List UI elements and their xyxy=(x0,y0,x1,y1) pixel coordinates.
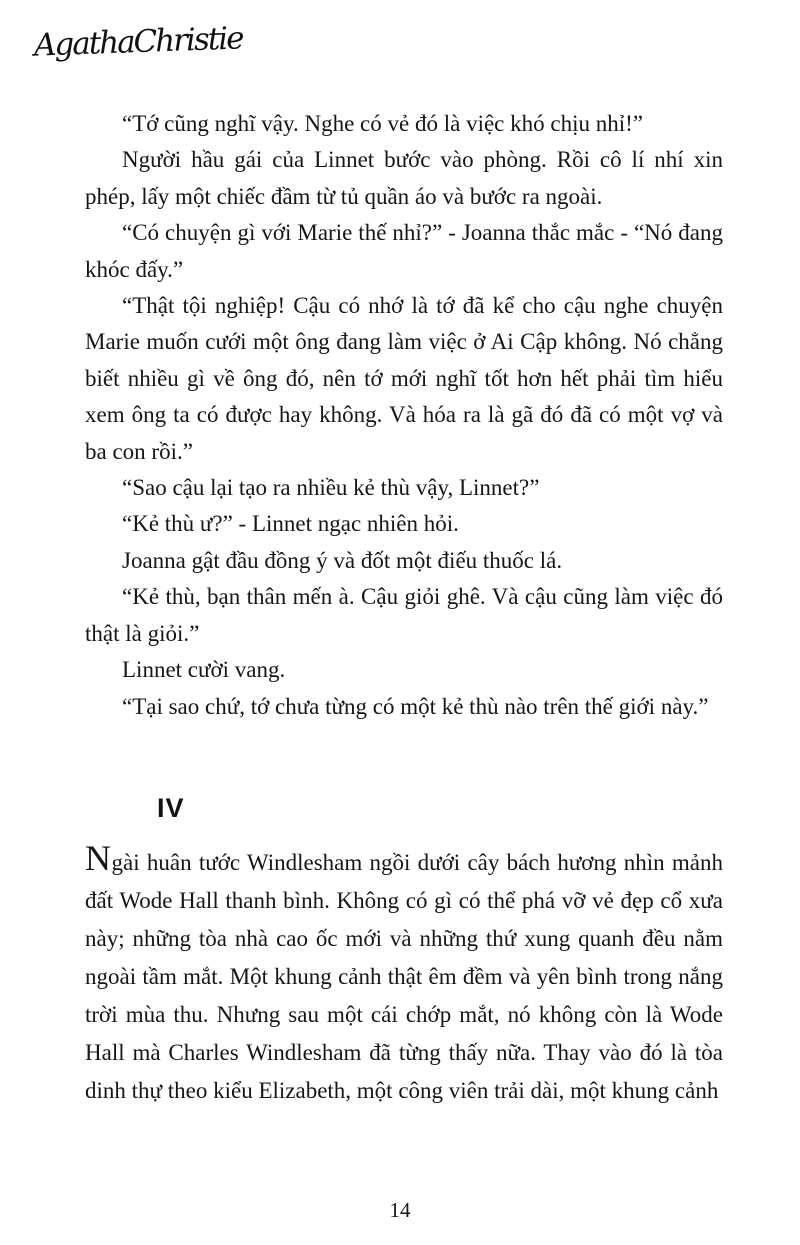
paragraph-narration: Linnet cười vang. xyxy=(122,657,286,683)
paragraph-dialogue: “Tại sao chứ, tớ chưa từng có một kẻ thù nào trên thế giới này.” xyxy=(122,693,709,719)
section-heading: IV xyxy=(157,792,185,823)
section-opening-text: gài huân tước Windlesham ngồi dưới cây bách hương nhìn mảnh đất Wode Hall thanh bình. Không có gì có thể phá vỡ vẻ đẹp cổ xưa này; những tòa nhà cao ốc mới và những thứ xung quanh đều nằm ngoài tầm mắt. Một khung cảnh thật êm đềm và yên bình trong nắng trời mùa thu. Nhưng sau một cái chớp mắt, nó không còn là Wode Hall mà Charles Windlesham đã từng thấy nữa. Thay vào đó là tòa dinh thự theo kiểu Elizabeth, một công viên trải dài, một khung cảnh xyxy=(85,849,723,1103)
paragraph-narration: Joanna gật đầu đồng ý và đốt một điếu thuốc lá. xyxy=(122,547,563,573)
paragraph-dialogue: “Kẻ thù, bạn thân mến à. Cậu giỏi ghê. Và cậu cũng làm việc đó thật là giỏi.” xyxy=(85,584,723,646)
page-content xyxy=(85,106,723,1110)
paragraph-narration: Người hầu gái của Linnet bước vào phòng. Rồi cô lí nhí xin phép, lấy một chiếc đầm từ tủ quần áo và bước ra ngoài. xyxy=(85,147,723,209)
paragraph-dialogue: “Kẻ thù ư?” - Linnet ngạc nhiên hỏi. xyxy=(122,511,459,537)
paragraph-dialogue: “Thật tội nghiệp! Cậu có nhớ là tớ đã kể cho cậu nghe chuyện Marie muốn cưới một ông đang làm việc ở Ai Cập không. Nó chẳng biết nhiều gì về ông đó, nên tớ mới nghĩ tốt hơn hết phải tìm hiểu xem ông ta có được hay không. Và hóa ra là gã đó đã có một vợ và ba con rồi.” xyxy=(85,293,723,464)
drop-cap-initial: N xyxy=(85,837,112,878)
paragraph-dialogue: “Tớ cũng nghĩ vậy. Nghe có vẻ đó là việc khó chịu nhỉ!” xyxy=(122,111,643,136)
author-signature: Agatha Christie xyxy=(33,20,244,64)
section-opening-paragraph xyxy=(85,837,723,1110)
paragraph-dialogue: “Sao cậu lại tạo ra nhiều kẻ thù vậy, Linnet?” xyxy=(122,475,540,501)
page-number: 14 xyxy=(389,1198,411,1222)
paragraph-dialogue: “Có chuyện gì với Marie thế nhỉ?” - Joanna thắc mắc - “Nó đang khóc đấy.” xyxy=(85,220,723,282)
